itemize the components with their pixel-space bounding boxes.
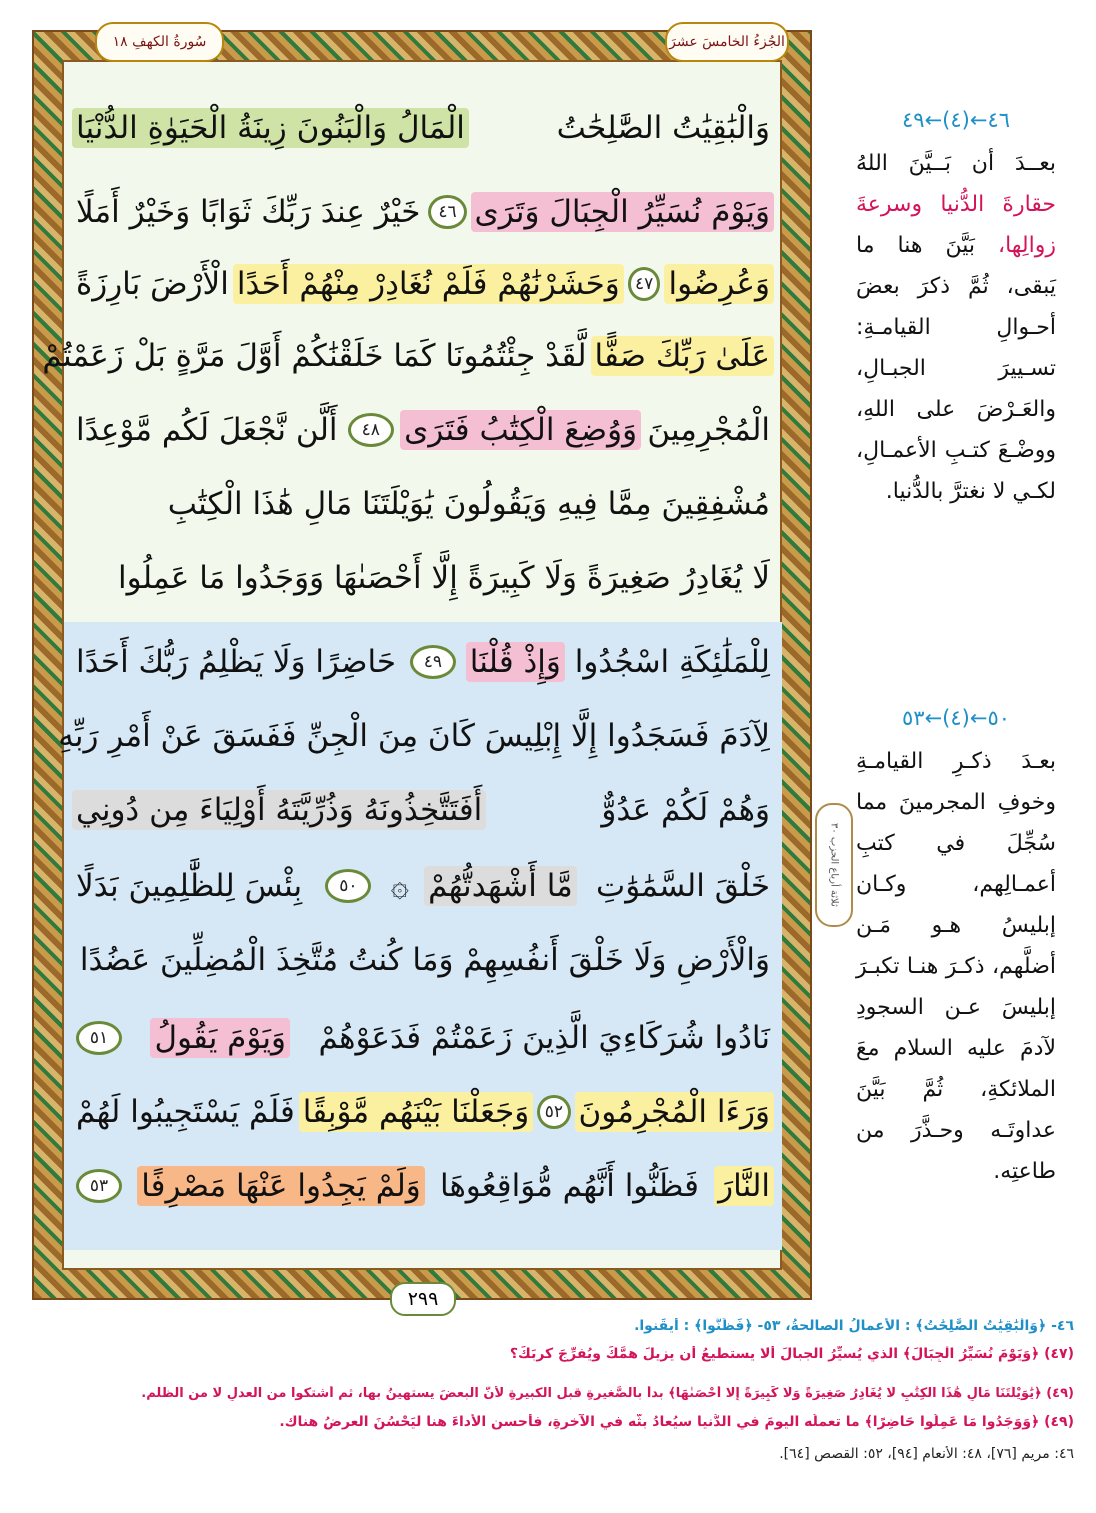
verse-segment: خَيْرٌ عِندَ رَبِّكَ ثَوَابًا وَخَيْرٌ أَمَلًا (76, 194, 421, 230)
ayah-marker-51: ٥١ (76, 1021, 122, 1055)
hizb-label: ثلاثة أرباع الحزب ٣٠ (828, 823, 840, 907)
verse-segment-highlight: وَوُضِعَ الْكِتَٰبُ فَتَرَى (400, 410, 641, 450)
verse-segment-highlight: عَلَىٰ رَبِّكَ صَفًّا (591, 336, 774, 376)
ayah-marker-46: ٤٦ (428, 195, 466, 229)
quran-line-6 (64, 470, 782, 538)
verse-segment: خَلْقَ السَّمَٰوَٰتِ (596, 868, 770, 904)
verse-segment: لَّقَدْ جِئْتُمُونَا كَمَا خَلَقْنَٰكُمْ أَوَّلَ مَرَّةٍ بَلْ زَعَمْتُمْ (42, 338, 587, 374)
verse-segment-highlight: وَيَوْمَ يَقُولُ (150, 1018, 290, 1058)
juz-label: الجُزءُ الخامسَ عشرَ (669, 34, 785, 50)
quran-line-5 (64, 396, 782, 464)
verse-segment: لَا يُغَادِرُ صَغِيرَةً وَلَا كَبِيرَةً إِلَّا أَحْصَىٰهَا وَوَجَدُوا مَا عَمِلُوا (118, 560, 770, 596)
ayah-marker-47: ٤٧ (628, 267, 661, 301)
footer-vocab-line: ٤٦- ﴿وَالْبَٰقِيَٰتُ الصَّٰلِحَٰتُ﴾ : الأعمالُ الصالحةُ، ٥٣- ﴿فَظَنُّوا﴾ : أَيقَنوا. (634, 1318, 1074, 1334)
page-number (390, 1282, 456, 1316)
ayah-marker-52: ٥٢ (537, 1095, 570, 1129)
quran-line-1 (64, 94, 782, 162)
quran-line-12 (64, 926, 782, 994)
ayah-marker-48: ٤٨ (348, 413, 394, 447)
surah-label: سُورةُ الكهفِ ١٨ (112, 34, 207, 50)
quran-line-14 (64, 1078, 782, 1146)
verse-segment: وَالْأَرْضِ وَلَا خَلْقَ أَنفُسِهِمْ وَمَا كُنتُ مُتَّخِذَ الْمُضِلِّينَ عَضُدًا (79, 942, 770, 978)
quran-line-10 (64, 776, 782, 844)
footer-reflection-line: (٤٧) ﴿وَيَوْمَ نُسَيِّرُ الْجِبَالَ﴾ الذي يُسيِّرُ الجبالَ ألا يستطيعُ أن يزيلَ همَّكَ ويُفرِّجَ كربَكَ؟ (509, 1346, 1074, 1362)
side-note-range: ٥٠←(٤)←٥٣ (902, 706, 1010, 730)
quran-line-9 (58, 702, 782, 770)
ayah-marker-53: ٥٣ (76, 1169, 122, 1203)
verse-segment-highlight: وَعُرِضُوا (664, 264, 774, 304)
footer-reflection-line: (٤٩) ﴿وَوَجَدُوا مَا عَمِلُوا حَاضِرًا﴾ ما تعملُه اليومَ في الدُّنيا سيُعادُ بثُّه في الآخرةِ، فأحسنِ الأداءَ هنا ليَحْسُنَ العرضُ هناك. (279, 1414, 1074, 1430)
verse-segment: أَلَّن نَّجْعَلَ لَكُم مَّوْعِدًا (76, 412, 338, 448)
verse-segment: الْمُجْرِمِينَ (647, 412, 770, 448)
verse-segment-highlight: مَّا أَشْهَدتُّهُمْ (424, 866, 577, 906)
quran-line-7 (64, 544, 782, 612)
verse-segment: مُشْفِقِينَ مِمَّا فِيهِ وَيَقُولُونَ يَٰوَيْلَتَنَا مَالِ هَٰذَا الْكِتَٰبِ (167, 486, 770, 522)
verse-segment: حَاضِرًا وَلَا يَظْلِمُ رَبُّكَ أَحَدًا (76, 644, 397, 680)
ayah-marker-50: ٥٠ (325, 869, 371, 903)
page-number-label: ٢٩٩ (407, 1288, 439, 1310)
side-note-1 (856, 100, 1056, 512)
quran-line-13 (64, 1004, 782, 1072)
side-note-text: بعـدَ ذكـرِ القيامـةِ وخوفِ المجرمينَ مما سُجِّلَ في كتبِ أعمـالِهم، وكـان إبليسُ هـو مَـن أضلَّهم، ذكـرَ هنـا تكبـرَ إبليسَ عـن السجودِ لآدمَ عليه السلام معَ الملائكةِ، ثُمَّ بَيَّنَ عداوتَـه وحـذَّرَ من طاعتِه. (856, 749, 1056, 1184)
side-note-text: بعــدَ أن بَــيَّنَ اللهُ (856, 151, 1056, 176)
quran-line-3 (64, 250, 782, 318)
verse-segment-highlight: وَإِذْ قُلْنَا (466, 642, 565, 682)
quran-line-2 (64, 178, 782, 246)
side-note-2 (856, 698, 1056, 1192)
rub-el-hizb-icon: ۞ (390, 868, 409, 904)
verse-segment-highlight: وَلَمْ يَجِدُوا عَنْهَا مَصْرِفًا (137, 1166, 425, 1206)
verse-segment-highlight: النَّارَ (714, 1166, 774, 1206)
hizb-quarter-marker (815, 803, 853, 927)
verse-segment: فَظَنُّوا أَنَّهُم مُّوَاقِعُوهَا (440, 1168, 699, 1204)
side-note-range: ٤٦←(٤)←٤٩ (902, 108, 1010, 132)
ayah-marker-49: ٤٩ (410, 645, 456, 679)
verse-segment-highlight: وَيَوْمَ نُسَيِّرُ الْجِبَالَ وَتَرَى (471, 192, 774, 232)
footer-reflection-line: (٤٩) ﴿يَٰوَيْلَتَنَا مَالِ هَٰذَا الْكِتَٰبِ لَا يُغَادِرُ صَغِيرَةً وَلَا كَبِيرَةً إِلَّا أَحْصَىٰهَا﴾ بدأ بالصَّغيرةِ قبل الكبيرةِ لأنَّ البعضَ يستهينُ بها، ثم أشتكوا من العدلِ لا من الظلمِ. (141, 1386, 1074, 1401)
verse-segment: بِئْسَ لِلظَّٰلِمِينَ بَدَلًا (76, 868, 303, 904)
surah-badge (95, 22, 224, 62)
verse-segment: نَادُوا شُرَكَاءِيَ الَّذِينَ زَعَمْتُمْ فَدَعَوْهُمْ (318, 1020, 770, 1056)
verse-segment: لِلْمَلَٰئِكَةِ اسْجُدُوا (574, 644, 770, 680)
verse-segment-highlight: الْمَالُ وَالْبَنُونَ زِينَةُ الْحَيَوٰةِ الدُّنْيَا (72, 108, 469, 148)
verse-segment: فَلَمْ يَسْتَجِيبُوا لَهُمْ (76, 1094, 295, 1130)
quran-line-11 (64, 852, 782, 920)
quran-line-8 (64, 628, 782, 696)
verse-segment: الْأَرْضَ بَارِزَةً (76, 266, 229, 302)
verse-segment-highlight: وَجَعَلْنَا بَيْنَهُم مَّوْبِقًا (299, 1092, 534, 1132)
juz-badge (665, 22, 789, 62)
verse-segment-highlight: أَفَتَتَّخِذُونَهُ وَذُرِّيَّتَهُ أَوْلِيَاءَ مِن دُونِي (72, 790, 486, 830)
footer-crossref-line: ٤٦: مريم [٧٦]، ٤٨: الأنعام [٩٤]، ٥٢: القصص [٦٤]. (779, 1446, 1074, 1462)
verse-segment-highlight: وَرَءَا الْمُجْرِمُونَ (575, 1092, 774, 1132)
side-note-highlight: حقارةَ الدُّنيا وسرعةَ زوالِها، (856, 192, 1056, 258)
verse-segment: وَهُمْ لَكُمْ عَدُوٌّ (601, 792, 770, 828)
verse-segment: وَالْبَٰقِيَٰتُ الصَّٰلِحَٰتُ (556, 110, 770, 146)
verse-segment: لِآدَمَ فَسَجَدُوا إِلَّا إِبْلِيسَ كَانَ مِنَ الْجِنِّ فَفَسَقَ عَنْ أَمْرِ رَبِّهِ (58, 718, 770, 754)
side-note-text: بَيَّنَ هنا ما يَبقى، ثُمَّ ذكرَ بعضَ أحـوالِ القيامـةِ: تسـييرَ الجبـالِ، والعَـرْضَ على اللهِ، ووضْـعَ كتـبِ الأعمـالِ، لكـي لا نغترَّ بالدُّنيا. (856, 233, 1056, 504)
verse-segment-highlight: وَحَشَرْنَٰهُمْ فَلَمْ نُغَادِرْ مِنْهُمْ أَحَدًا (233, 264, 624, 304)
quran-line-4 (42, 322, 782, 390)
quran-line-15 (64, 1152, 782, 1220)
